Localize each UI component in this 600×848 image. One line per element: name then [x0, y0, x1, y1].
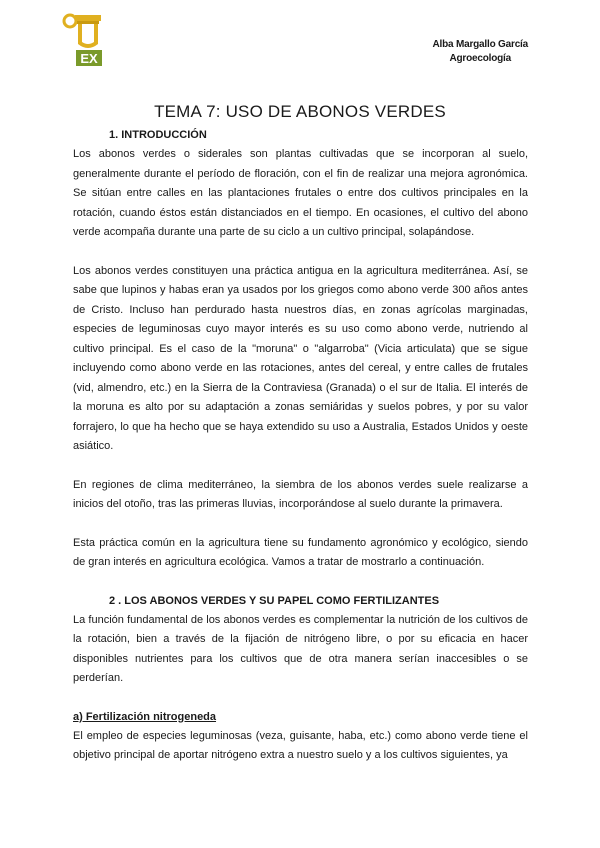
paragraph: Los abonos verdes constituyen una práctica antigua en la agricultura mediterránea. Así, se sabe que lupinos y habas eran ya usados por los griegos como abono verde 300 años antes de Cristo. Incluso han perdurado hasta nuestros días, en zonas agrícolas marginadas, especies de leguminosas cuyo mayor interés es su uso como abono verde, nutriendo al cultivo principal. Es el caso de la "moruna" o "algarroba" (Vicia articulata) que se sigue incluyendo como abono verde en las rotaciones, antes del cereal, y entre calles de frutales (vid, almendro, etc.) en la Sierra de la Contraviesa (Granada) o el sur de Italia. El interés de la moruna es alto por su adaptación a zonas semiáridas y suelos pobres, y por su valor forrajero, lo que ha hecho que se haya extendido su uso a Australia, Estados Unidos y oeste asiático.	[73, 264, 528, 452]
document-title: TEMA 7: USO DE ABONOS VERDES	[154, 102, 446, 121]
paragraph: El empleo de especies leguminosas (veza, guisante, haba, etc.) como abono verde tiene el objetivo principal de aportar nitrógeno extra a nuestro suelo y a los cultivos siguientes, ya	[73, 729, 528, 761]
page-header	[433, 38, 528, 66]
subsection-heading: a) Fertilización nitrogeneda	[73, 710, 217, 723]
paragraph: La función fundamental de los abonos verdes es complementar la nutrición de los cultivos de la rotación, bien a través de la fijación de nitrógeno libre, o por su eficacia en hacer disponibles nutrientes para los cultivos que de otra manera serían inaccesibles o se perderían.	[73, 613, 528, 684]
paragraph: Los abonos verdes o siderales son plantas cultivadas que se incorporan al suelo, generalmente durante el período de floración, con el fin de realizar una mejora agronómica. Se sitúan entre calles en las plantaciones frutales o entre dos cultivos principales en la rotación, cuando éstos están distanciados en el tiempo. En ocasiones, el cultivo del abono verde acompaña durante una parte de su ciclo a un cultivo principal, solapándose.	[73, 148, 528, 238]
document-body	[73, 126, 528, 766]
university-logo	[62, 12, 106, 68]
header-author: Alba Margallo García	[432, 39, 528, 50]
header-subject: Agroecología	[449, 53, 511, 64]
paragraph: Esta práctica común en la agricultura tiene su fundamento agronómico y ecológico, siendo de gran interés en agricultura ecológica. Vamos a tratar de mostrarlo a continuación.	[73, 536, 528, 568]
logo-text: EX	[80, 51, 98, 66]
paragraph: En regiones de clima mediterráneo, la siembra de los abonos verdes suele realizarse a inicios del otoño, tras las primeras lluvias, incorporándose al suelo durante la primavera.	[73, 478, 528, 510]
section-2-heading: 2 . LOS ABONOS VERDES Y SU PAPEL COMO FERTILIZANTES	[109, 594, 440, 607]
section-1-heading: 1. INTRODUCCIÓN	[109, 129, 207, 141]
